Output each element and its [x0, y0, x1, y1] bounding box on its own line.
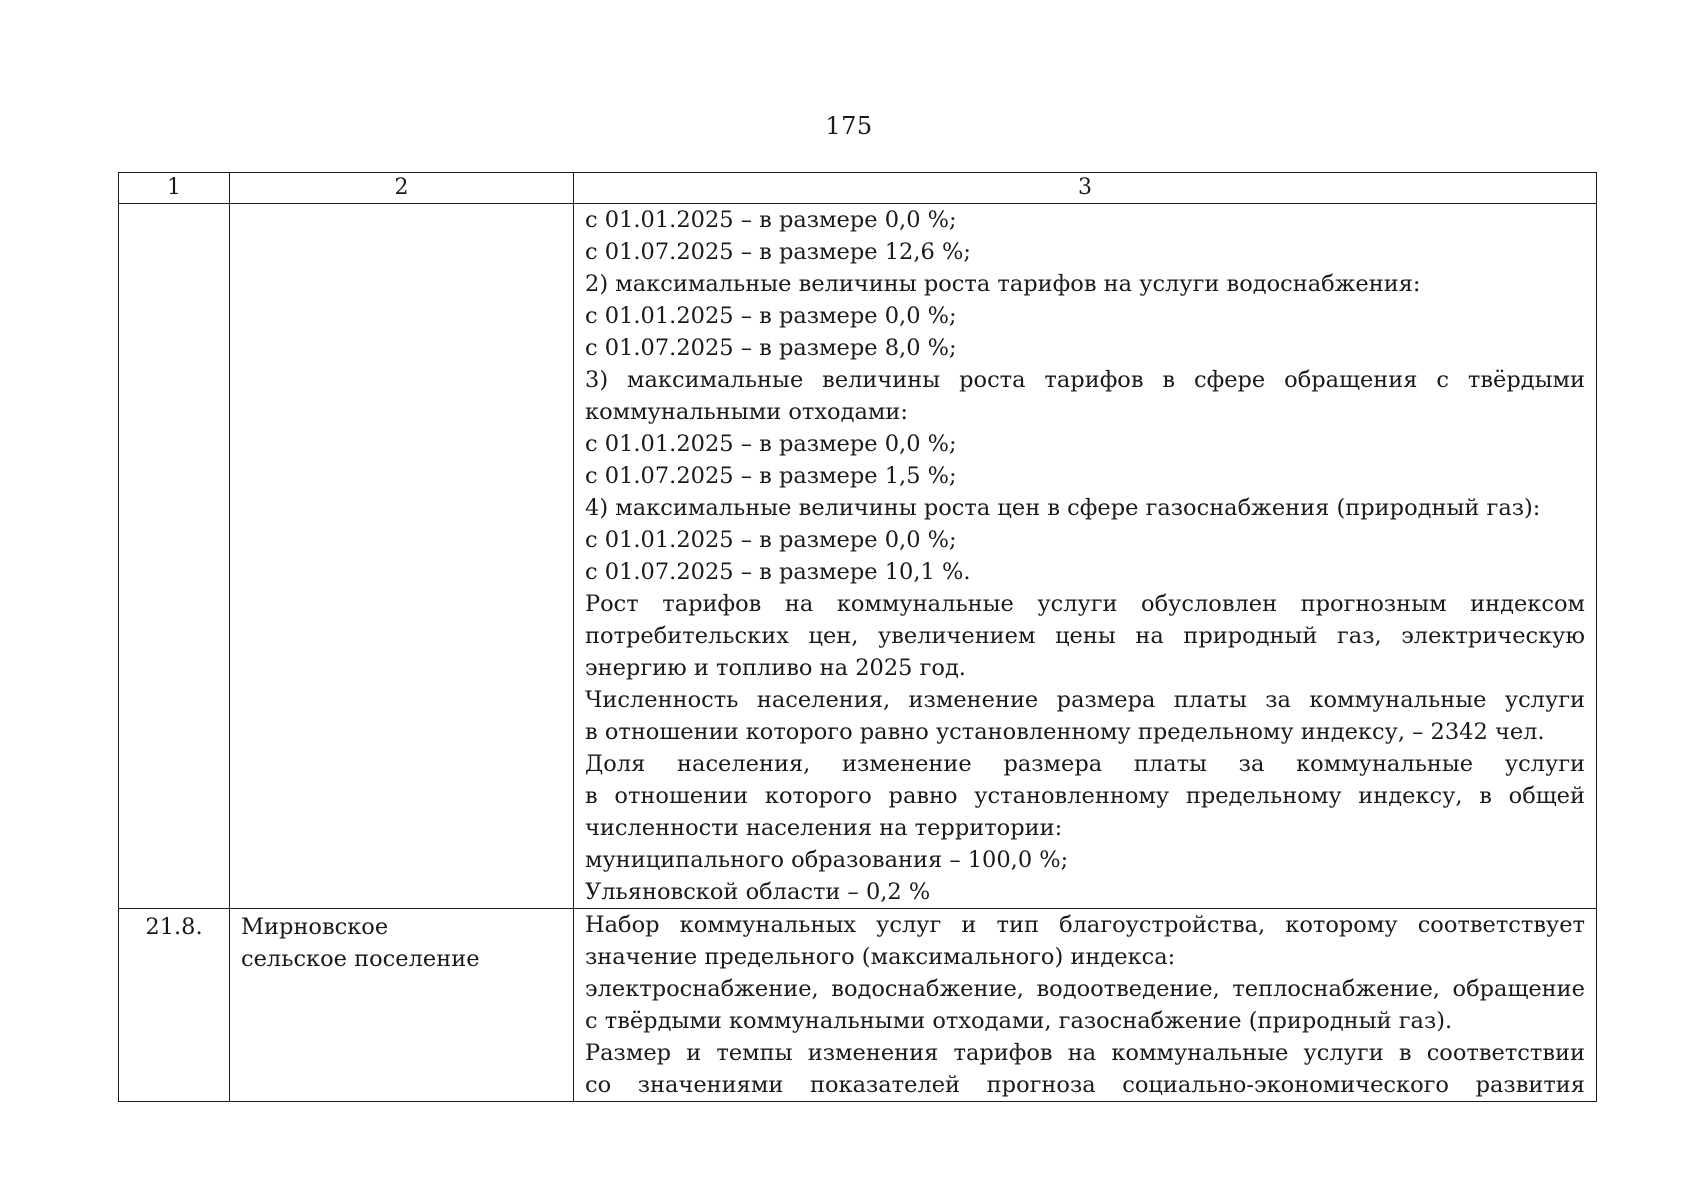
text-line: коммунальными отходами:	[585, 399, 908, 425]
text-line: Набор коммунальных услуг и тип благоустройства, которому соответствует	[585, 912, 1585, 938]
text-line: Численность населения, изменение размера платы за коммунальные услуги	[585, 687, 1585, 713]
settlement-name-line: Мирновское	[241, 914, 389, 940]
text-line: муниципального образования – 100,0 %;	[585, 847, 1069, 873]
text-line: с 01.07.2025 – в размере 8,0 %;	[585, 335, 957, 361]
tariff-description-cell	[574, 909, 1597, 1102]
text-line: с 01.07.2025 – в размере 10,1 %.	[585, 559, 971, 585]
tariff-description-cell	[574, 204, 1597, 909]
text-line: энергию и топливо на 2025 год.	[585, 655, 966, 681]
text-line: в отношении которого равно установленному предельному индексу, – 2342 чел.	[585, 719, 1545, 745]
text-line: Ульяновской области – 0,2 %	[585, 879, 931, 905]
text-line: Доля населения, изменение размера платы за коммунальные услуги	[585, 751, 1585, 777]
header-cell-1: 1	[119, 173, 230, 204]
page-number: 175	[825, 112, 873, 140]
text-line: 3) максимальные величины роста тарифов в сфере обращения с твёрдыми	[585, 367, 1585, 393]
table-header-row	[119, 173, 1597, 204]
text-line: с 01.07.2025 – в размере 12,6 %;	[585, 239, 971, 265]
header-cell-3: 3	[574, 173, 1597, 204]
text-line: с 01.01.2025 – в размере 0,0 %;	[585, 303, 957, 329]
text-line: 4) максимальные величины роста цен в сфере газоснабжения (природный газ):	[585, 495, 1541, 521]
text-line: с 01.07.2025 – в размере 1,5 %;	[585, 463, 957, 489]
header-cell-2: 2	[230, 173, 574, 204]
text-line: значение предельного (максимального) индекса:	[585, 944, 1176, 970]
text-line: с твёрдыми коммунальными отходами, газоснабжение (природный газ).	[585, 1008, 1453, 1034]
table-row	[119, 909, 1597, 1102]
text-line: с 01.01.2025 – в размере 0,0 %;	[585, 207, 957, 233]
text-line: с 01.01.2025 – в размере 0,0 %;	[585, 527, 957, 553]
text-line: электроснабжение, водоснабжение, водоотведение, теплоснабжение, обращение	[585, 976, 1585, 1002]
text-line: 2) максимальные величины роста тарифов на услуги водоснабжения:	[585, 271, 1421, 297]
text-line: с 01.01.2025 – в размере 0,0 %;	[585, 431, 957, 457]
text-line: численности населения на территории:	[585, 815, 1063, 841]
text-line: в отношении которого равно установленному предельному индексу, в общей	[585, 783, 1585, 809]
settlement-name-cell	[230, 204, 574, 909]
settlement-name-cell	[230, 909, 574, 1102]
settlement-name-line: сельское поселение	[241, 946, 480, 972]
tariff-table	[118, 172, 1597, 1102]
row-number-cell	[119, 204, 230, 909]
text-line: Размер и темпы изменения тарифов на коммунальные услуги в соответствии	[585, 1040, 1585, 1066]
text-line: со значениями показателей прогноза социально-экономического развития	[585, 1072, 1585, 1098]
table-row	[119, 204, 1597, 909]
text-line: Рост тарифов на коммунальные услуги обусловлен прогнозным индексом	[585, 591, 1585, 617]
text-line: потребительских цен, увеличением цены на природный газ, электрическую	[585, 623, 1585, 649]
row-number-cell: 21.8.	[119, 909, 230, 1102]
